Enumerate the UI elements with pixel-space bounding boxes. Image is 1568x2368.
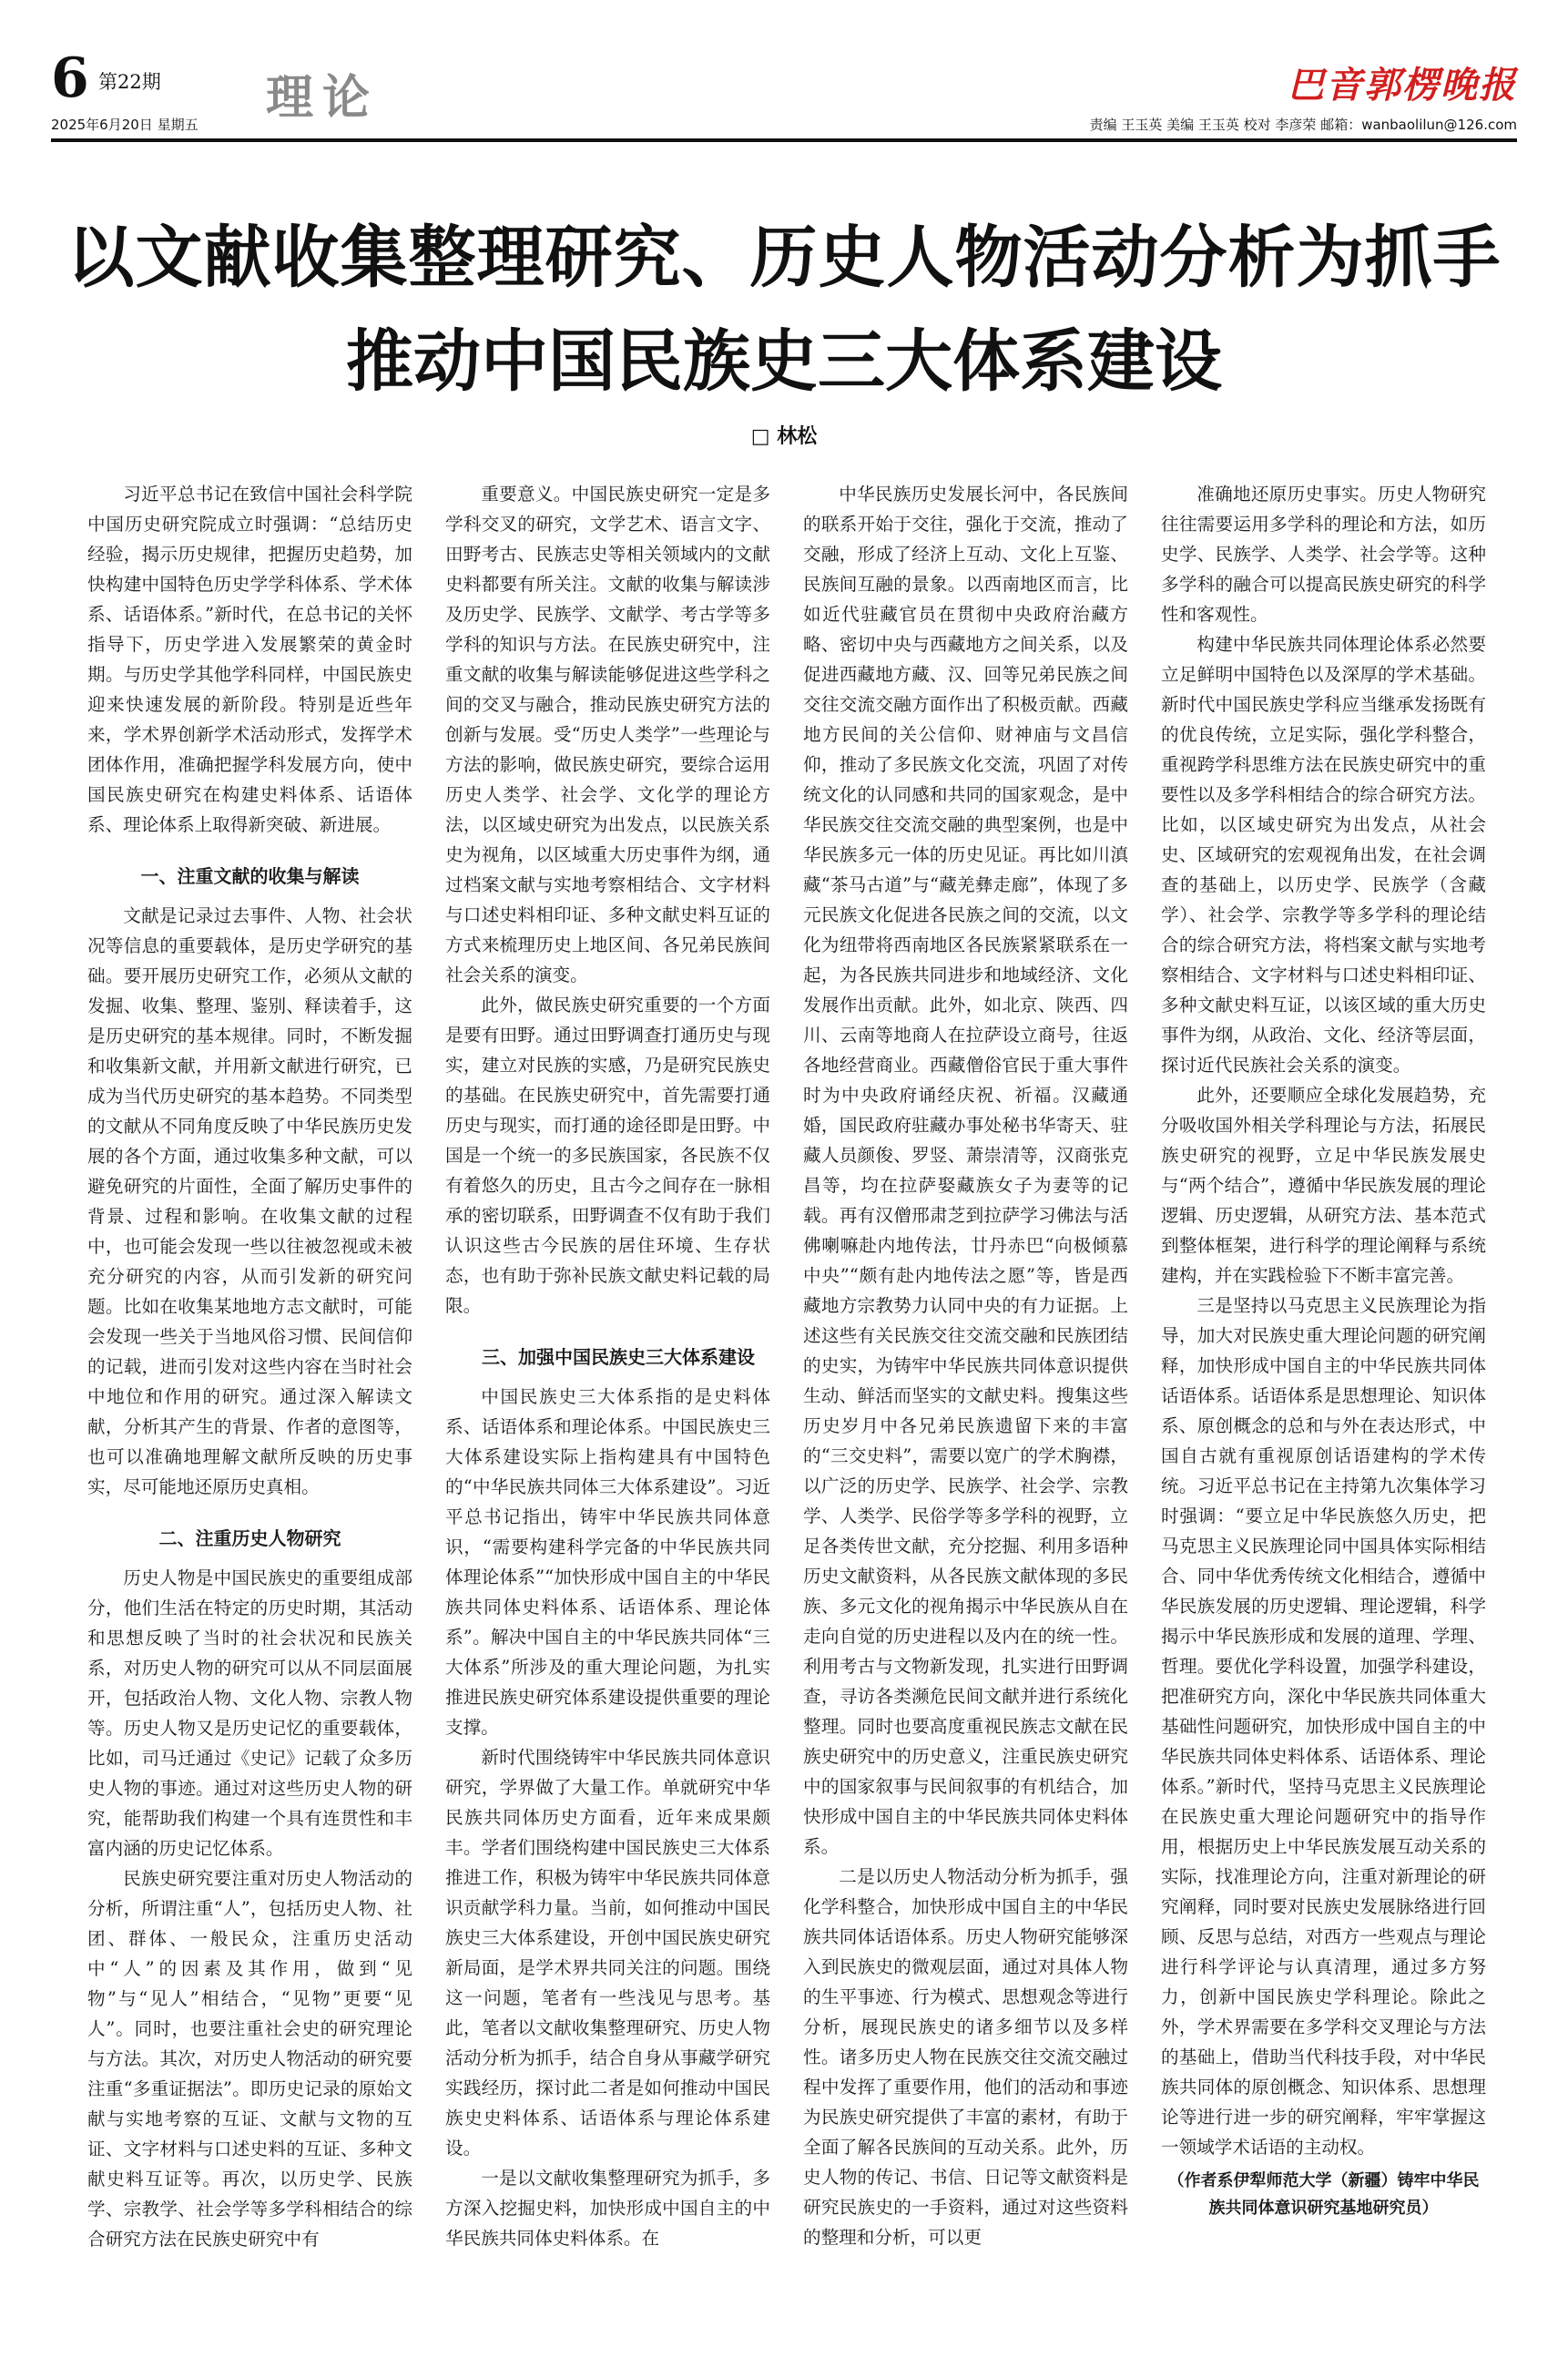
paragraph: 准确地还原历史事实。历史人物研究往往需要运用多学科的理论和方法，如历史学、民族学、人类学、社会学等。这种多学科的融合可以提高民族史研究的科学性和客观性。 — [1161, 484, 1486, 625]
article-headline — [36, 217, 1532, 403]
paragraph: 历史人物是中国民族史的重要组成部分，他们生活在特定的历史时期，其活动和思想反映了当时的社会状况和民族关系，对历史人物的研究可以从不同层面展开，包括政治人物、文化人物、宗教人物等。历史人物又是历史记忆的重要载体，比如，司马迁通过《史记》记载了众多历史人物的事迹。通过对这些历史人物的研究，能帮助我们构建一个具有连贯性和丰富内涵的历史记忆体系。 — [87, 1567, 412, 1859]
paragraph: 新时代围绕铸牢中华民族共同体意识研究，学界做了大量工作。单就研究中华民族共同体历史方面看，近年来成果颇丰。学者们围绕构建中国民族史三大体系推进工作，积极为铸牢中华民族共同体意识贡献学科力量。当前，如何推动中国民族史三大体系建设，开创中国民族史研究新局面，是学术界共同关注的问题。围绕这一问题，笔者有一些浅见与思考。基此，笔者以文献收集整理研究、历史人物活动分析为抓手，结合自身从事藏学研究实践经历，探讨此二者是如何推动中国民族史史料体系、话语体系与理论体系建设。 — [445, 1747, 770, 2159]
byline: □ 林松 — [750, 425, 818, 448]
publish-date: 2025年6月20日 星期五 — [51, 117, 199, 133]
paragraph: 文献是记录过去事件、人物、社会状况等信息的重要载体，是历史学研究的基础。要开展历史研究工作，必须从文献的发掘、收集、整理、鉴别、释读着手，这是历史研究的基本规律。同时，不断发掘和收集新文献，并用新文献进行研究，已成为当代历史研究的基本趋势。不同类型的文献从不同角度反映了中华民族历史发展的各个方面，通过收集多种文献，可以避免研究的片面性，全面了解历史事件的背景、过程和影响。在收集文献的过程中，也可能会发现一些以往被忽视或未被充分研究的内容，从而引发新的研究问题。比如在收集某地地方志文献时，可能会发现一些关于当地风俗习惯、民间信仰的记载，进而引发对这些内容在当时社会中地位和作用的研究。通过深入解读文献，分析其产生的背景、作者的意图等，也可以准确地理解文献所反映的历史事实，尽可能地还原历史真相。 — [87, 905, 412, 1497]
newspaper-logo: 巴音郭楞晚报 — [1288, 64, 1517, 107]
page-number: 6 — [51, 46, 89, 110]
column-3 — [803, 479, 1128, 2291]
headline-line-2: 推动中国民族史三大体系建设 — [346, 322, 1222, 401]
paragraph: 习近平总书记在致信中国社会科学院中国历史研究院成立时强调：“总结历史经验，揭示历史规律，把握历史趋势，加快构建中国特色历史学学科体系、学术体系、话语体系。”新时代，在总书记的关怀指导下，历史学进入发展繁荣的黄金时期。与历史学其他学科同样，中国民族史迎来快速发展的新阶段。特别是近些年来，学术界创新学术活动形式，发挥学术团体作用，准确把握学科发展方向，使中国民族史研究在构建史料体系、话语体系、理论体系上取得新突破、新进展。 — [87, 484, 412, 835]
column-1 — [87, 479, 412, 2291]
paragraph: 三是坚持以马克思主义民族理论为指导，加大对民族史重大理论问题的研究阐释，加快形成中国自主的中华民族共同体话语体系。话语体系是思想理论、知识体系、原创概念的总和与外在表达形式，中国自古就有重视原创话语建构的学术传统。习近平总书记在主持第九次集体学习时强调：“要立足中华民族悠久历史，把马克思主义民族理论同中国具体实际相结合、同中华优秀传统文化相结合，遵循中华民族发展的历史逻辑、理论逻辑，科学揭示中华民族形成和发展的道理、学理、哲理。要优化学科设置，加强学科建设，把准研究方向，深化中华民族共同体重大基础性问题研究，加快形成中国自主的中华民族共同体史料体系、话语体系、理论体系。”新时代，坚持马克思主义民族理论在民族史重大理论问题研究中的指导作用，根据历史上中华民族发展互动关系的实际，找准理论方向，注重对新理论的研究阐释，同时要对民族史发展脉络进行回顾、反思与总结，对西方一些观点与理论进行科学评论与认真清理，通过多方努力，创新中国民族史学科理论。除此之外，学术界需要在多学科交叉理论与方法的基础上，借助当代科技手段，对中华民族共同体的原创概念、知识体系、思想理论等进行进一步的研究阐释，牢牢掌握这一领域学术话语的主动权。 — [1161, 1295, 1486, 2158]
paragraph: 重要意义。中国民族史研究一定是多学科交叉的研究，文学艺术、语言文字、田野考古、民族志史等相关领域内的文献史料都要有所关注。文献的收集与解读涉及历史学、民族学、文献学、考古学等多学科的知识与方法。在民族史研究中，注重文献的收集与解读能够促进这些学科之间的交叉与融合，推动民族史研究方法的创新与发展。受“历史人类学”一些理论与方法的影响，做民族史研究，要综合运用历史人类学、社会学、文化学的理论方法，以区域史研究为出发点，以民族关系史为视角，以区域重大历史事件为纲，通过档案文献与实地考察相结合、文字材料与口述史料相印证、多种文献史料互证的方式来梳理历史上地区间、各兄弟民族间社会关系的演变。 — [445, 484, 770, 985]
header-rule — [51, 138, 1517, 142]
paragraph: 此外，做民族史研究重要的一个方面是要有田野。通过田野调查打通历史与现实，建立对民族的实感，乃是研究民族史的基础。在民族史研究中，首先需要打通历史与现实，而打通的途径即是田野。中国是一个统一的多民族国家，各民族不仅有着悠久的历史，且古今之间存在一脉相承的密切联系，田野调查不仅有助于我们认识这些古今民族的居住环境、生存状态，也有助于弥补民族文献史料记载的局限。 — [445, 995, 770, 1316]
issue-number: 第22期 — [98, 71, 161, 93]
masthead — [51, 46, 1517, 133]
column-4 — [1161, 479, 1486, 2291]
paragraph: 中国民族史三大体系指的是史料体系、话语体系和理论体系。中国民族史三大体系建设实际上指构建具有中国特色的“中华民族共同体三大体系建设”。习近平总书记指出，铸牢中华民族共同体意识，“需要构建科学完备的中华民族共同体理论体系”“加快形成中国自主的中华民族共同体史料体系、话语体系、理论体系”。解决中国自主的中华民族共同体“三大体系”所涉及的重大理论问题，为扎实推进民族史研究体系建设提供重要的理论支撑。 — [445, 1386, 770, 1738]
section-title: 理论 — [266, 70, 380, 126]
author-note: （作者系伊犁师范大学（新疆）铸牢中华民族共同体意识研究基地研究员） — [1167, 2171, 1480, 2218]
paragraph: 中华民族历史发展长河中，各民族间的联系开始于交往，强化于交流，推动了交融，形成了经济上互动、文化上互鉴、民族间互融的景象。以西南地区而言，比如近代驻藏官员在贯彻中央政府治藏方略、密切中央与西藏地方之间关系，以及促进西藏地方藏、汉、回等兄弟民族之间交往交流交融方面作出了积极贡献。西藏地方民间的关公信仰、财神庙与文昌信仰，推动了多民族文化交流，巩固了对传统文化的认同感和共同的国家观念，是中华民族交往交流交融的典型案例，也是中华民族多元一体的历史见证。再比如川滇藏“茶马古道”与“藏羌彝走廊”，体现了多元民族文化促进各民族之间的交流，以文化为纽带将西南地区各民族紧紧联系在一起，为各民族共同进步和地域经济、文化发展作出贡献。此外，如北京、陕西、四川、云南等地商人在拉萨设立商号，往返各地经营商业。西藏僧俗官民于重大事件时为中央政府诵经庆祝、祈福。汉藏通婚，国民政府驻藏办事处秘书华寄天、驻藏人员颜俊、罗竖、萧崇清等，汉商张克昌等，均在拉萨娶藏族女子为妻等的记载。再有汉僧邢肃芝到拉萨学习佛法与活佛喇嘛赴内地传法，廿丹赤巴“向极倾慕中央”“颇有赴内地传法之愿”等，皆是西藏地方宗教势力认同中央的有力证据。上述这些有关民族交往交流交融和民族团结的史实，为铸牢中华民族共同体意识提供生动、鲜活而坚实的文献史料。搜集这些历史岁月中各兄弟民族遗留下来的丰富的“三交史料”，需要以宽广的学术胸襟，以广泛的历史学、民族学、社会学、宗教学、人类学、民俗学等多学科的视野，立足各类传世文献，充分挖掘、利用多语种历史文献资料，从各民族文献体现的多民族、多元文化的视角揭示中华民族从自在走向自觉的历史进程以及内在的统一性。利用考古与文物新发现，扎实进行田野调查，寻访各类濒危民间文献并进行系统化整理。同时也要高度重视民族志文献在民族史研究中的历史意义，注重民族史研究中的国家叙事与民间叙事的有机结合，加快形成中国自主的中华民族共同体史料体系。 — [803, 484, 1128, 1857]
paragraph: 此外，还要顺应全球化发展趋势，充分吸收国外相关学科理论与方法，拓展民族史研究的视野，立足中华民族发展史与“两个结合”，遵循中华民族发展的理论逻辑、历史逻辑，从研究方法、基本范式到整体框架，进行科学的理论阐释与系统建构，并在实践检验下不断丰富完善。 — [1161, 1085, 1486, 1286]
paragraph: 二是以历史人物活动分析为抓手，强化学科整合，加快形成中国自主的中华民族共同体话语体系。历史人物研究能够深入到民族史的微观层面，通过对具体人物的生平事迹、行为模式、思想观念等进行分析，展现民族史的诸多细节以及多样性。诸多历史人物在民族交往交流交融过程中发挥了重要作用，他们的活动和事迹为民族史研究提供了丰富的素材，有助于全面了解各民族间的互动关系。此外，历史人物的传记、书信、日记等文献资料是研究民族史的一手资料，通过对这些资料的整理和分析，可以更 — [803, 1866, 1128, 2248]
section-heading-1: 一、注重文献的收集与解读 — [140, 865, 360, 887]
editor-credits: 责编 王玉英 美编 王玉英 校对 李彦荣 邮箱：wanbaolilun@126.com — [1089, 117, 1517, 133]
column-2 — [445, 479, 770, 2291]
article-body — [87, 479, 1486, 2291]
paragraph: 构建中华民族共同体理论体系必然要立足鲜明中国特色以及深厚的学术基础。新时代中国民族史学科应当继承发扬既有的优良传统，立足实际，强化学科整合，重视跨学科思维方法在民族史研究中的重要性以及多学科相结合的综合研究方法。比如，以区域史研究为出发点，从社会史、区域研究的宏观视角出发，在社会调查的基础上，以历史学、民族学（含藏学）、社会学、宗教学等多学科的理论结合的综合研究方法，将档案文献与实地考察相结合、文字材料与口述史料相印证、多种文献史料互证，以该区域的重大历史事件为纲，从政治、文化、经济等层面，探讨近代民族社会关系的演变。 — [1161, 634, 1486, 1076]
section-heading-2: 二、注重历史人物研究 — [158, 1527, 341, 1549]
section-heading-3: 三、加强中国民族史三大体系建设 — [482, 1346, 755, 1368]
headline-line-1: 以文献收集整理研究、历史人物活动分析为抓手 — [66, 219, 1502, 297]
paragraph: 民族史研究要注重对历史人物活动的分析，所谓注重“人”，包括历史人物、社团、群体、一般民众，注重历史活动中“人”的因素及其作用，做到“见物”与“见人”相结合，“见物”更要“见人”。同时，也要注重社会史的研究理论与方法。其次，对历史人物活动的研究要注重“多重证据法”。即历史记录的原始文献与实地考察的互证、文献与文物的互证、文字材料与口述史料的互证、多种文献史料互证等。再次，以历史学、民族学、宗教学、社会学等多学科相结合的综合研究方法在民族史研究中有 — [87, 1868, 412, 2250]
paragraph: 一是以文献收集整理研究为抓手，多方深入挖掘史料，加快形成中国自主的中华民族共同体史料体系。在 — [445, 2168, 770, 2249]
